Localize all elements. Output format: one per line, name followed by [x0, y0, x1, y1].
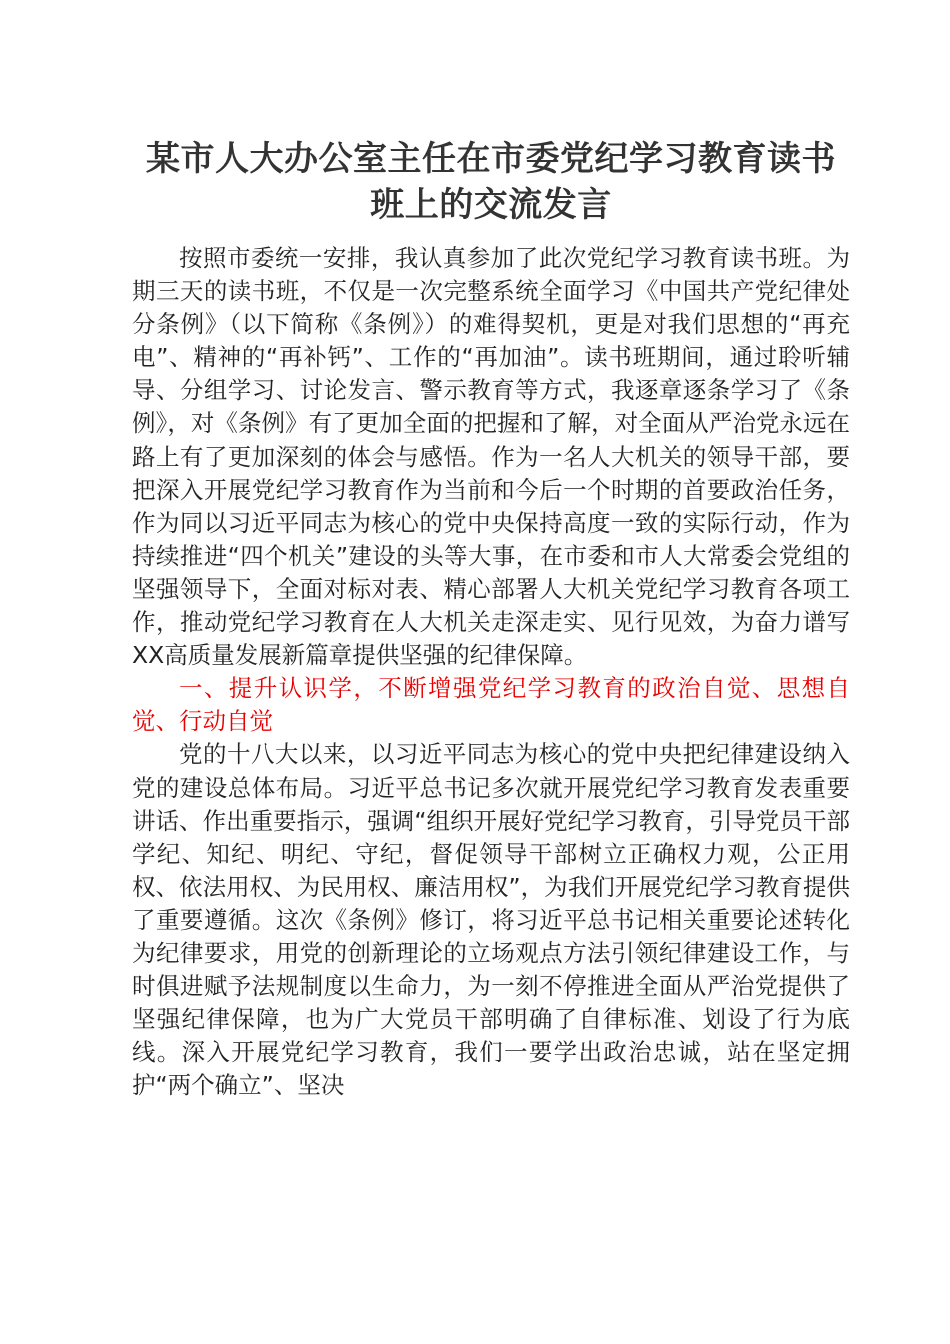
document-content	[132, 136, 850, 1102]
section-1-heading: 一、提升认识学，不断增强党纪学习教育的政治自觉、思想自觉、行动自觉	[132, 674, 850, 736]
section-1-paragraph: 党的十八大以来，以习近平同志为核心的党中央把纪律建设纳入党的建设总体布局。习近平总书记多次就开展党纪学习教育发表重要讲话、作出重要指示，强调“组织开展好党纪学习教育，引导党员干部学纪、知纪、明纪、守纪，督促领导干部树立正确权力观，公正用权、依法用权、为民用权、廉洁用权”，为我们开展党纪学习教育提供了重要遵循。这次《条例》修订，将习近平总书记相关重要论述转化为纪律要求，用党的创新理论的立场观点方法引领纪律建设工作，与时俱进赋予法规制度以生命力，为一刻不停推进全面从严治党提供了坚强纪律保障，也为广大党员干部明确了自律标准、划设了行为底线。深入开展党纪学习教育，我们一要学出政治忠诚，站在坚定拥护“两个确立”、坚决	[132, 740, 850, 1100]
document-title	[132, 136, 850, 228]
document-title-line-1: 某市人大办公室主任在市委党纪学习教育读书	[146, 139, 836, 179]
document-title-line-2: 班上的交流发言	[370, 185, 612, 225]
intro-paragraph: 按照市委统一安排，我认真参加了此次党纪学习教育读书班。为期三天的读书班，不仅是一次完整系统全面学习《中国共产党纪律处分条例》（以下简称《条例》）的难得契机，更是对我们思想的“再充电”、精神的“再补钙”、工作的“再加油”。读书班期间，通过聆听辅导、分组学习、讨论发言、警示教育等方式，我逐章逐条学习了《条例》，对《条例》有了更加全面的把握和了解，对全面从严治党永远在路上有了更加深刻的体会与感悟。作为一名人大机关的领导干部，要把深入开展党纪学习教育作为当前和今后一个时期的首要政治任务，作为同以习近平同志为核心的党中央保持高度一致的实际行动，作为持续推进“四个机关”建设的头等大事，在市委和市人大常委会党组的坚强领导下，全面对标对表、精心部署人大机关党纪学习教育各项工作，推动党纪学习教育在人大机关走深走实、见行见效，为奋力谱写XX高质量发展新篇章提供坚强的纪律保障。	[132, 244, 850, 670]
